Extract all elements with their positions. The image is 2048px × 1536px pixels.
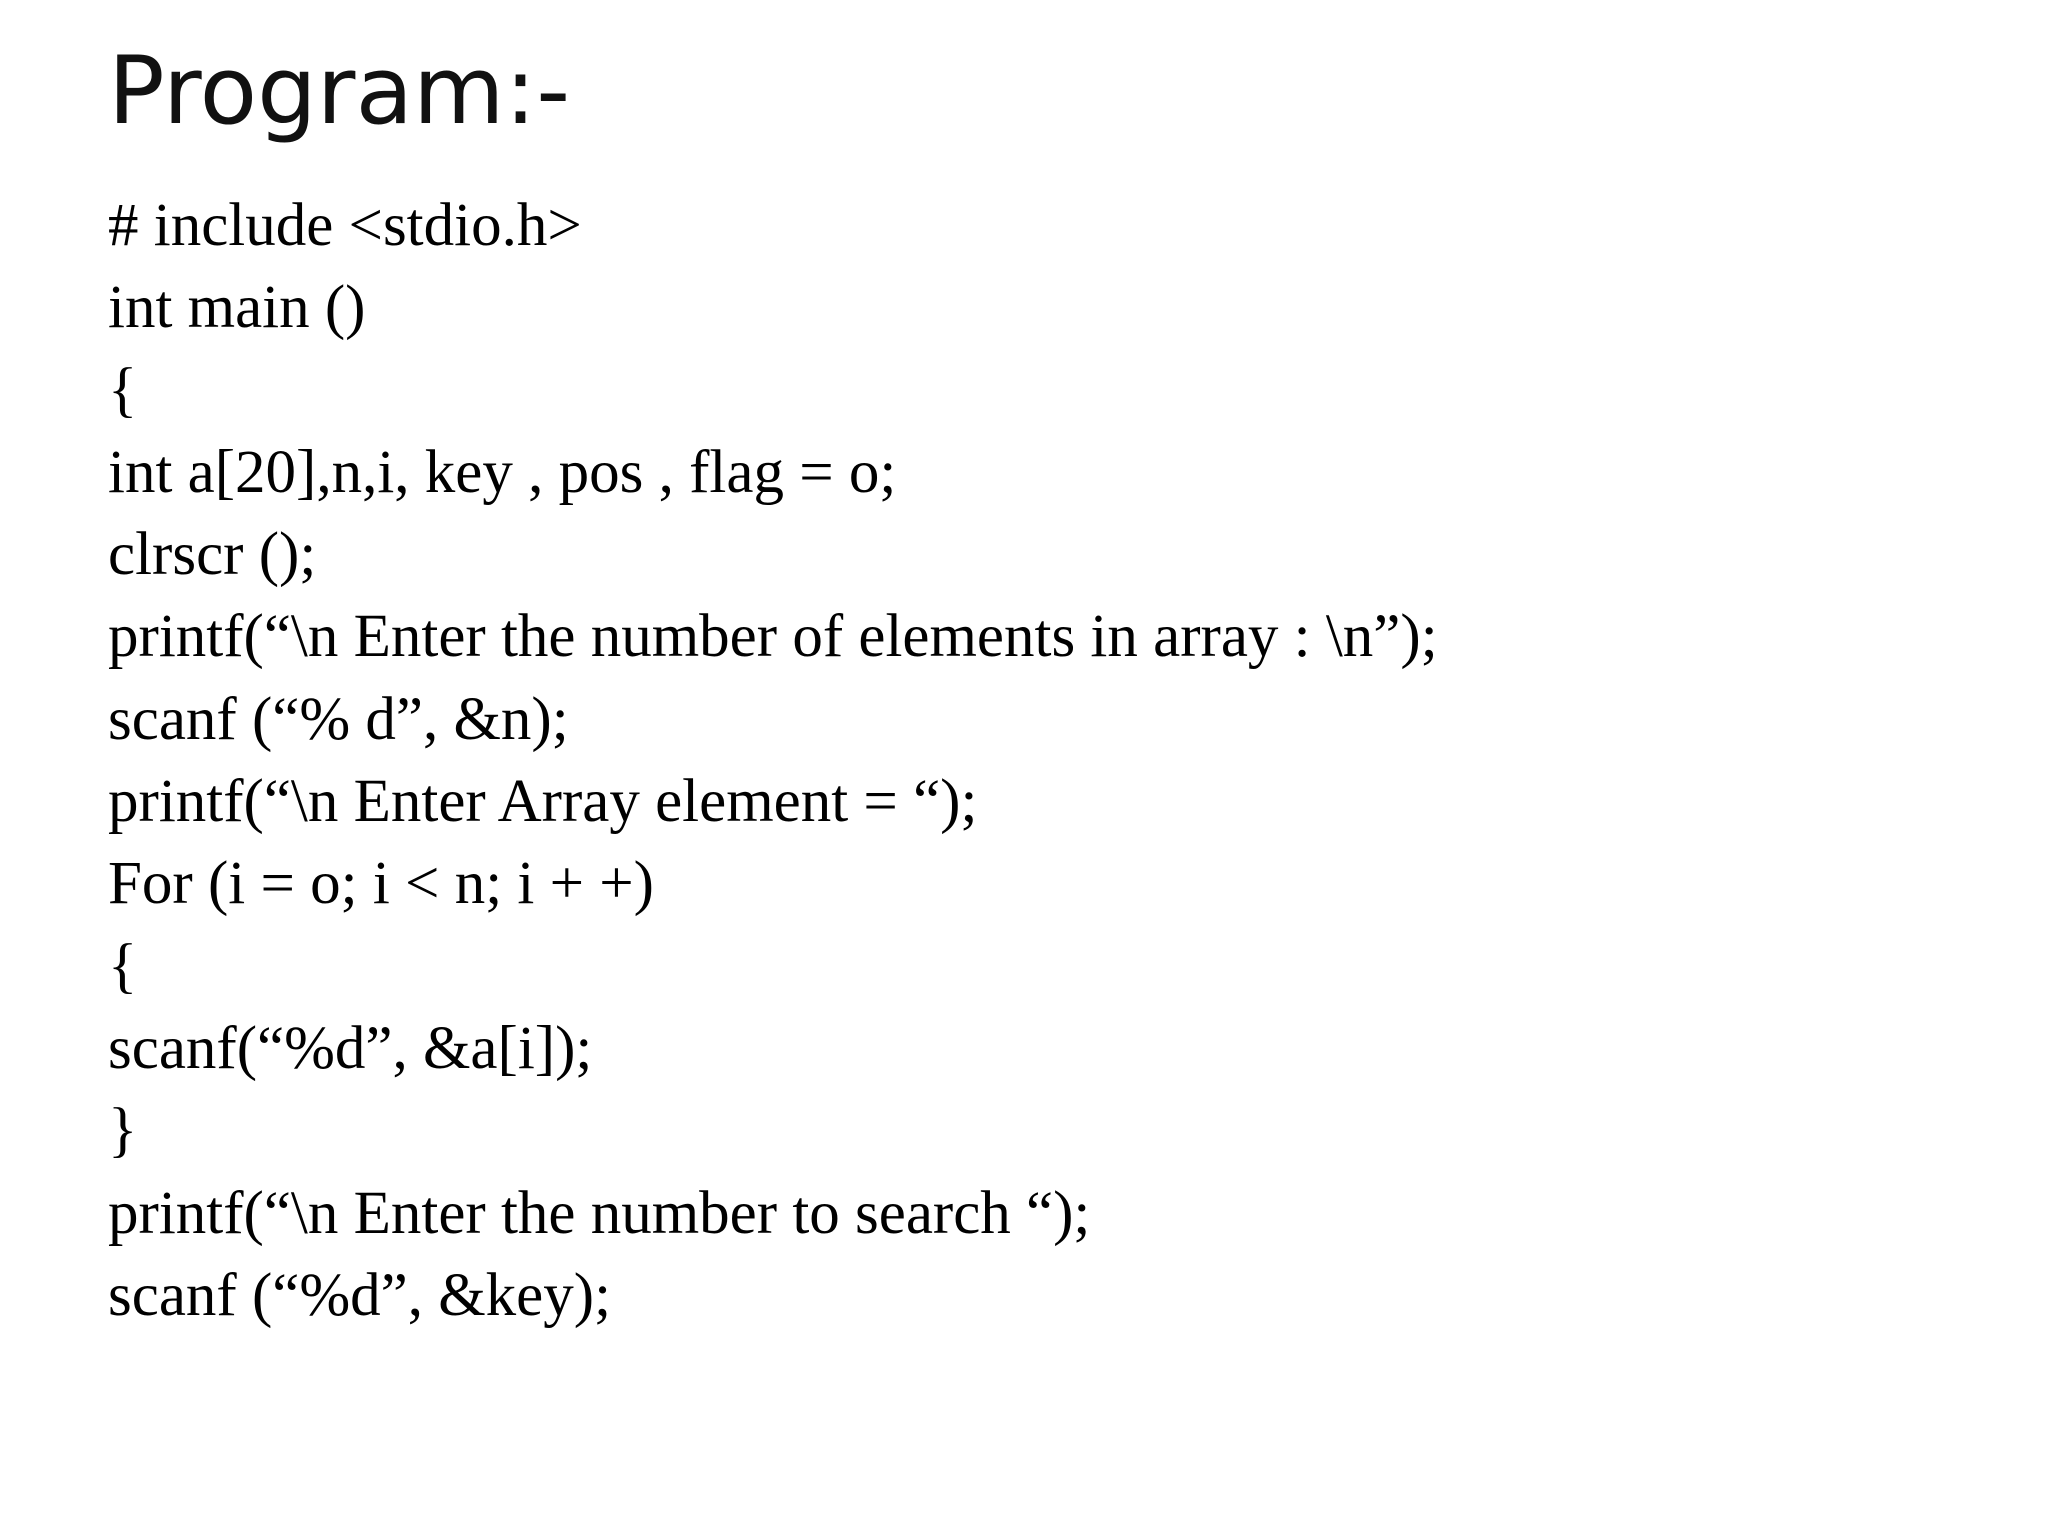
code-line: clrscr ();	[108, 521, 317, 589]
code-line: }	[108, 1097, 138, 1165]
code-line: scanf(“%d”, &a[i]);	[108, 1014, 593, 1082]
code-line: # include <stdio.h>	[108, 192, 582, 259]
slide-title: Program:-	[108, 37, 571, 146]
code-line: int a[20],n,i, key , pos , flag = o;	[108, 438, 897, 506]
code-line: printf(“\n Enter the number of elements in array : \n”);	[108, 603, 1438, 671]
code-line: {	[108, 356, 138, 424]
code-line: int main ()	[108, 274, 366, 342]
code-line: {	[108, 932, 138, 1000]
code-line: For (i = o; i < n; i + +)	[108, 850, 654, 918]
code-line: printf(“\n Enter the number to search “);	[108, 1179, 1091, 1247]
code-line: printf(“\n Enter Array element = “);	[108, 768, 978, 836]
code-line: scanf (“%d”, &key);	[108, 1261, 612, 1329]
code-listing	[108, 185, 1438, 1337]
code-line: scanf (“% d”, &n);	[108, 685, 569, 753]
